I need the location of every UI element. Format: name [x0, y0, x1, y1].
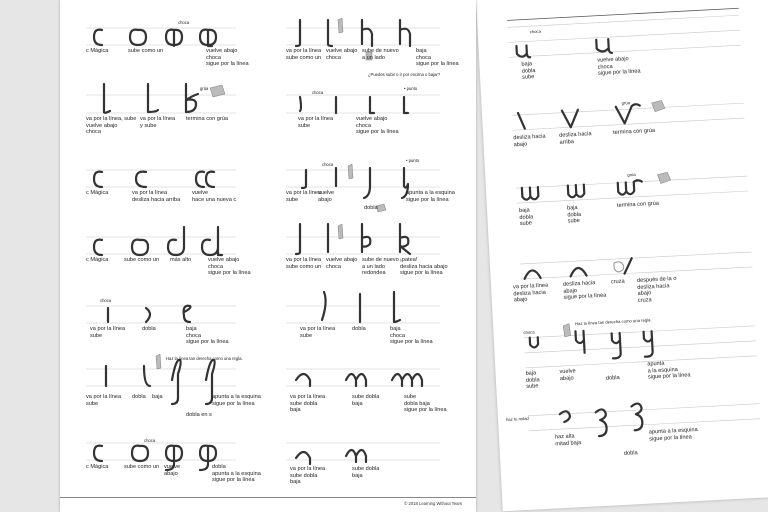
pencil-icon: [563, 324, 571, 337]
glyph-b-3: [186, 84, 198, 112]
glyph-y-4: [644, 331, 653, 357]
glyph-x-1: [524, 270, 540, 279]
back-row5-label-2: vuelve abajo: [559, 368, 576, 382]
back-row3-note: grúa: [627, 171, 636, 178]
glyph-x-2: [570, 268, 586, 277]
left-row6-label-5: dobla en s: [186, 412, 212, 418]
right-row1-label-4: baja choca sigue por la línea: [416, 48, 459, 68]
pencil-icon-3: [338, 18, 343, 33]
back-row3-label-2: baja dobla sube: [566, 204, 582, 225]
back-row4-label-4: después de la σ desliza hacia abajo cruza: [636, 275, 677, 304]
glyph-w-2: [568, 185, 585, 198]
back-row2-label-2: desliza hacia arriba: [559, 131, 592, 146]
right-row2-label-1: va por la línea sube: [298, 116, 334, 129]
right-row3-label-4: apunta a la esquina sigue por la línea: [406, 190, 455, 203]
left-row5-label-3: baja choca sigue por la línea: [186, 326, 229, 346]
right-row1-note: ¿Puedes subir o ir por encima o bajar?: [368, 72, 441, 77]
left-row7-note: choca: [144, 438, 156, 443]
glyph-h-4: [400, 20, 410, 46]
pencil-icon-4: [348, 164, 353, 179]
glyph-m-3: [392, 374, 422, 386]
back-row1-label-1: baja dobla sube: [521, 61, 536, 81]
footer-rule: [60, 497, 476, 498]
right-row3-note2: choca: [322, 162, 334, 167]
left-row7-label-4: dobla apunta a la esquina sigue por la línea: [212, 464, 261, 484]
back-row2-note: grúa: [621, 100, 631, 106]
back-row1-label-2: vuelve abajo choca sigue por la línea: [597, 56, 641, 77]
crane-icon: [652, 100, 666, 112]
back-row6-label-2: apunta a la esquina sigue por la línea: [648, 426, 698, 443]
glyph-v-crane: [616, 104, 641, 124]
glyph-t-3: [364, 168, 370, 198]
left-row4-label-4: vuelve abajo choca sigue por la línea: [208, 257, 251, 277]
back-row2-label-1: desliza hacia abajo: [513, 133, 546, 148]
glyph-b-1: [104, 84, 110, 113]
glyph-g-1: [94, 446, 102, 461]
left-row7-label-2: sube como un: [124, 464, 160, 470]
right-row4-label-3: sube de nuevo a un lado redondea: [362, 257, 399, 277]
left-row3-label-3: vuelve hace una nueva c: [192, 190, 237, 203]
left-row1-label-3: vuelve abajo choca sigue por la línea: [206, 48, 249, 68]
left-row2-note: grúa: [200, 86, 209, 91]
left-row7-label-1: c Mágica: [86, 464, 109, 470]
left-row7-label-3: vuelve abajo: [164, 464, 181, 477]
glyph-d-4: [202, 227, 222, 255]
left-row4-label-3: más alto: [170, 257, 192, 263]
glyph-u-1: [516, 45, 530, 58]
right-row4-label-4: ¡patea! desliza hacia abajo sigue por la línea: [400, 257, 448, 277]
glyph-z-3: [631, 403, 642, 430]
right-row3-note: • punto: [406, 158, 420, 163]
left-row1-note: choca: [178, 20, 190, 25]
copyright: © 2018 Learning Without Tears: [404, 501, 462, 506]
right-row6-label-2: sube dobla baja: [352, 394, 380, 407]
pencil-icon-5: [338, 224, 343, 239]
left-row1-label-2: sube como un: [128, 48, 164, 54]
glyph-d-3: [168, 227, 184, 255]
back-row6-label-3: dobla: [623, 450, 638, 457]
glyph-k-3: [362, 224, 370, 252]
back-row6-note: haz tu mitad: [505, 415, 529, 423]
glyph-a-2: [166, 30, 182, 46]
right-row3-label-3: dobla: [364, 205, 378, 211]
left-row6-label-3: baja: [152, 394, 163, 400]
glyph-e-1: [94, 172, 102, 187]
back-row5-note2: choca: [523, 329, 535, 335]
left-row5-note: choca: [100, 298, 112, 303]
glyph-w-1: [522, 187, 539, 200]
left-row5-label-2: dobla: [142, 326, 156, 332]
right-row7-label-2: sube dobla baja: [352, 466, 380, 479]
glyph-h-2: [328, 20, 332, 46]
right-row4-label-2: vuelve abajo choca: [326, 257, 358, 270]
back-row3-label-3: termina con grúa: [616, 200, 660, 209]
left-row1-label-1: c Mágica: [86, 48, 109, 54]
glyph-z-2: [596, 409, 607, 436]
left-row4-label-1: c Mágica: [86, 257, 109, 263]
glyph-k-1: [296, 224, 300, 254]
left-row3-label-1: c Mágica: [86, 190, 109, 196]
glyph-i-3: [184, 306, 191, 322]
left-row2-label-1: va por la línea, sube vuelve abajo choca: [86, 116, 137, 136]
glyph-m-1: [296, 374, 310, 386]
glyph-l-3: [394, 292, 400, 322]
right-row6-label-1: va por la línea sube dobla baja: [290, 394, 326, 414]
glyph-t-1: [302, 170, 306, 188]
pencil-icon-2: [156, 354, 161, 369]
back-page-drawing: [476, 0, 768, 511]
glyph-v-stroke: [518, 113, 525, 129]
glyph-y-3: [612, 333, 621, 359]
right-row1-label-3: sube de nuevo a un lado: [362, 48, 399, 61]
back-row6-label-1: haz alta mitad baja: [554, 433, 582, 448]
left-row6-label-4: apunta a la esquina sigue por la línea: [212, 394, 261, 407]
left-row2-label-2: va por la línea y sube: [140, 116, 176, 129]
glyph-x-cross: [624, 258, 633, 273]
left-row6-label-1: va por la línea sube: [86, 394, 122, 407]
left-row4-label-2: sube como un: [124, 257, 160, 263]
glyph-f-3: [172, 360, 181, 404]
crane-icon-2: [657, 172, 671, 184]
right-row3-label-1: va por la línea sube: [286, 190, 322, 203]
glyph-j-4: [404, 97, 408, 113]
back-row2-label-3: termina con grúa: [612, 127, 656, 137]
glyph-h-3: [362, 20, 372, 46]
glyph-e-3: [196, 172, 214, 187]
right-row7-label-1: va por la línea sube dobla baja: [290, 466, 326, 486]
back-row3-label-1: baja dobla sube: [518, 207, 534, 228]
right-row4-label-1: va por la línea sube como un: [286, 257, 322, 270]
left-row3-label-2: va por la línea desliza hacia arriba: [132, 190, 181, 203]
back-row5-label-1: baja dobla sube: [525, 370, 540, 391]
back-row4-label-1: va por la línea desliza hacia abajo: [512, 282, 549, 304]
glyph-z-1: [560, 411, 571, 422]
glyph-g-2: [132, 446, 148, 461]
back-row5-note: Haz la línea tan derecha como una regla.: [574, 317, 652, 327]
front-worksheet-page: [60, 0, 476, 512]
left-row2-label-3: termina con grúa: [186, 116, 228, 122]
right-row6-label-3: sube dobla baja sigue por la línea: [404, 394, 447, 414]
left-row6-note: Haz la línea tan derecha como una regla.: [166, 356, 243, 361]
glyph-k-4: [400, 224, 410, 254]
glyph-n-1: [296, 452, 310, 464]
right-row1-label-2: vuelve abajo choca: [326, 48, 358, 61]
left-row5-label-1: va por la línea sube: [90, 326, 126, 339]
glyph-x-guide: [614, 262, 624, 273]
back-row4-label-2: desliza hacia abajo sigue por la línea: [562, 280, 607, 302]
glyph-h-1: [296, 20, 300, 46]
glyph-c-1: [94, 30, 102, 45]
glyph-b-2: [148, 84, 158, 112]
glyph-d-1: [94, 240, 102, 255]
right-row2-note: • punto: [404, 86, 418, 91]
right-row5-label-2: dobla: [352, 326, 366, 332]
back-row5-label-3: dobla: [605, 375, 620, 382]
glyph-i-2: [146, 308, 150, 322]
left-row6-label-2: dobla: [132, 394, 146, 400]
glyph-j-3: [370, 97, 374, 113]
right-row5-label-3: baja choca sigue por la línea: [390, 326, 433, 346]
glyph-a-1: [130, 30, 146, 45]
back-row4-label-3: cruza: [610, 278, 625, 286]
back-row5-label-4: apunta a la esquina sigue por la línea: [647, 360, 691, 381]
glyph-y-1: [530, 337, 539, 347]
glyph-d-2: [132, 240, 148, 255]
glyph-e-2: [136, 172, 146, 187]
glyph-m-2: [346, 374, 366, 386]
glyph-a-3: [200, 30, 216, 46]
back-row1-note: choca: [529, 28, 542, 35]
right-row2-note2: choca: [312, 90, 324, 95]
right-row1-label-1: va por la línea sube como un: [286, 48, 322, 61]
right-row5-label-1: va por la línea sube: [300, 326, 336, 339]
glyph-u-2: [596, 39, 612, 54]
right-row3-label-2: vuelve abajo: [318, 190, 335, 203]
glyph-j-1: [300, 97, 301, 111]
right-row2-label-2: vuelve abajo choca sigue por la línea: [356, 116, 399, 136]
back-worksheet-page: [476, 0, 768, 511]
